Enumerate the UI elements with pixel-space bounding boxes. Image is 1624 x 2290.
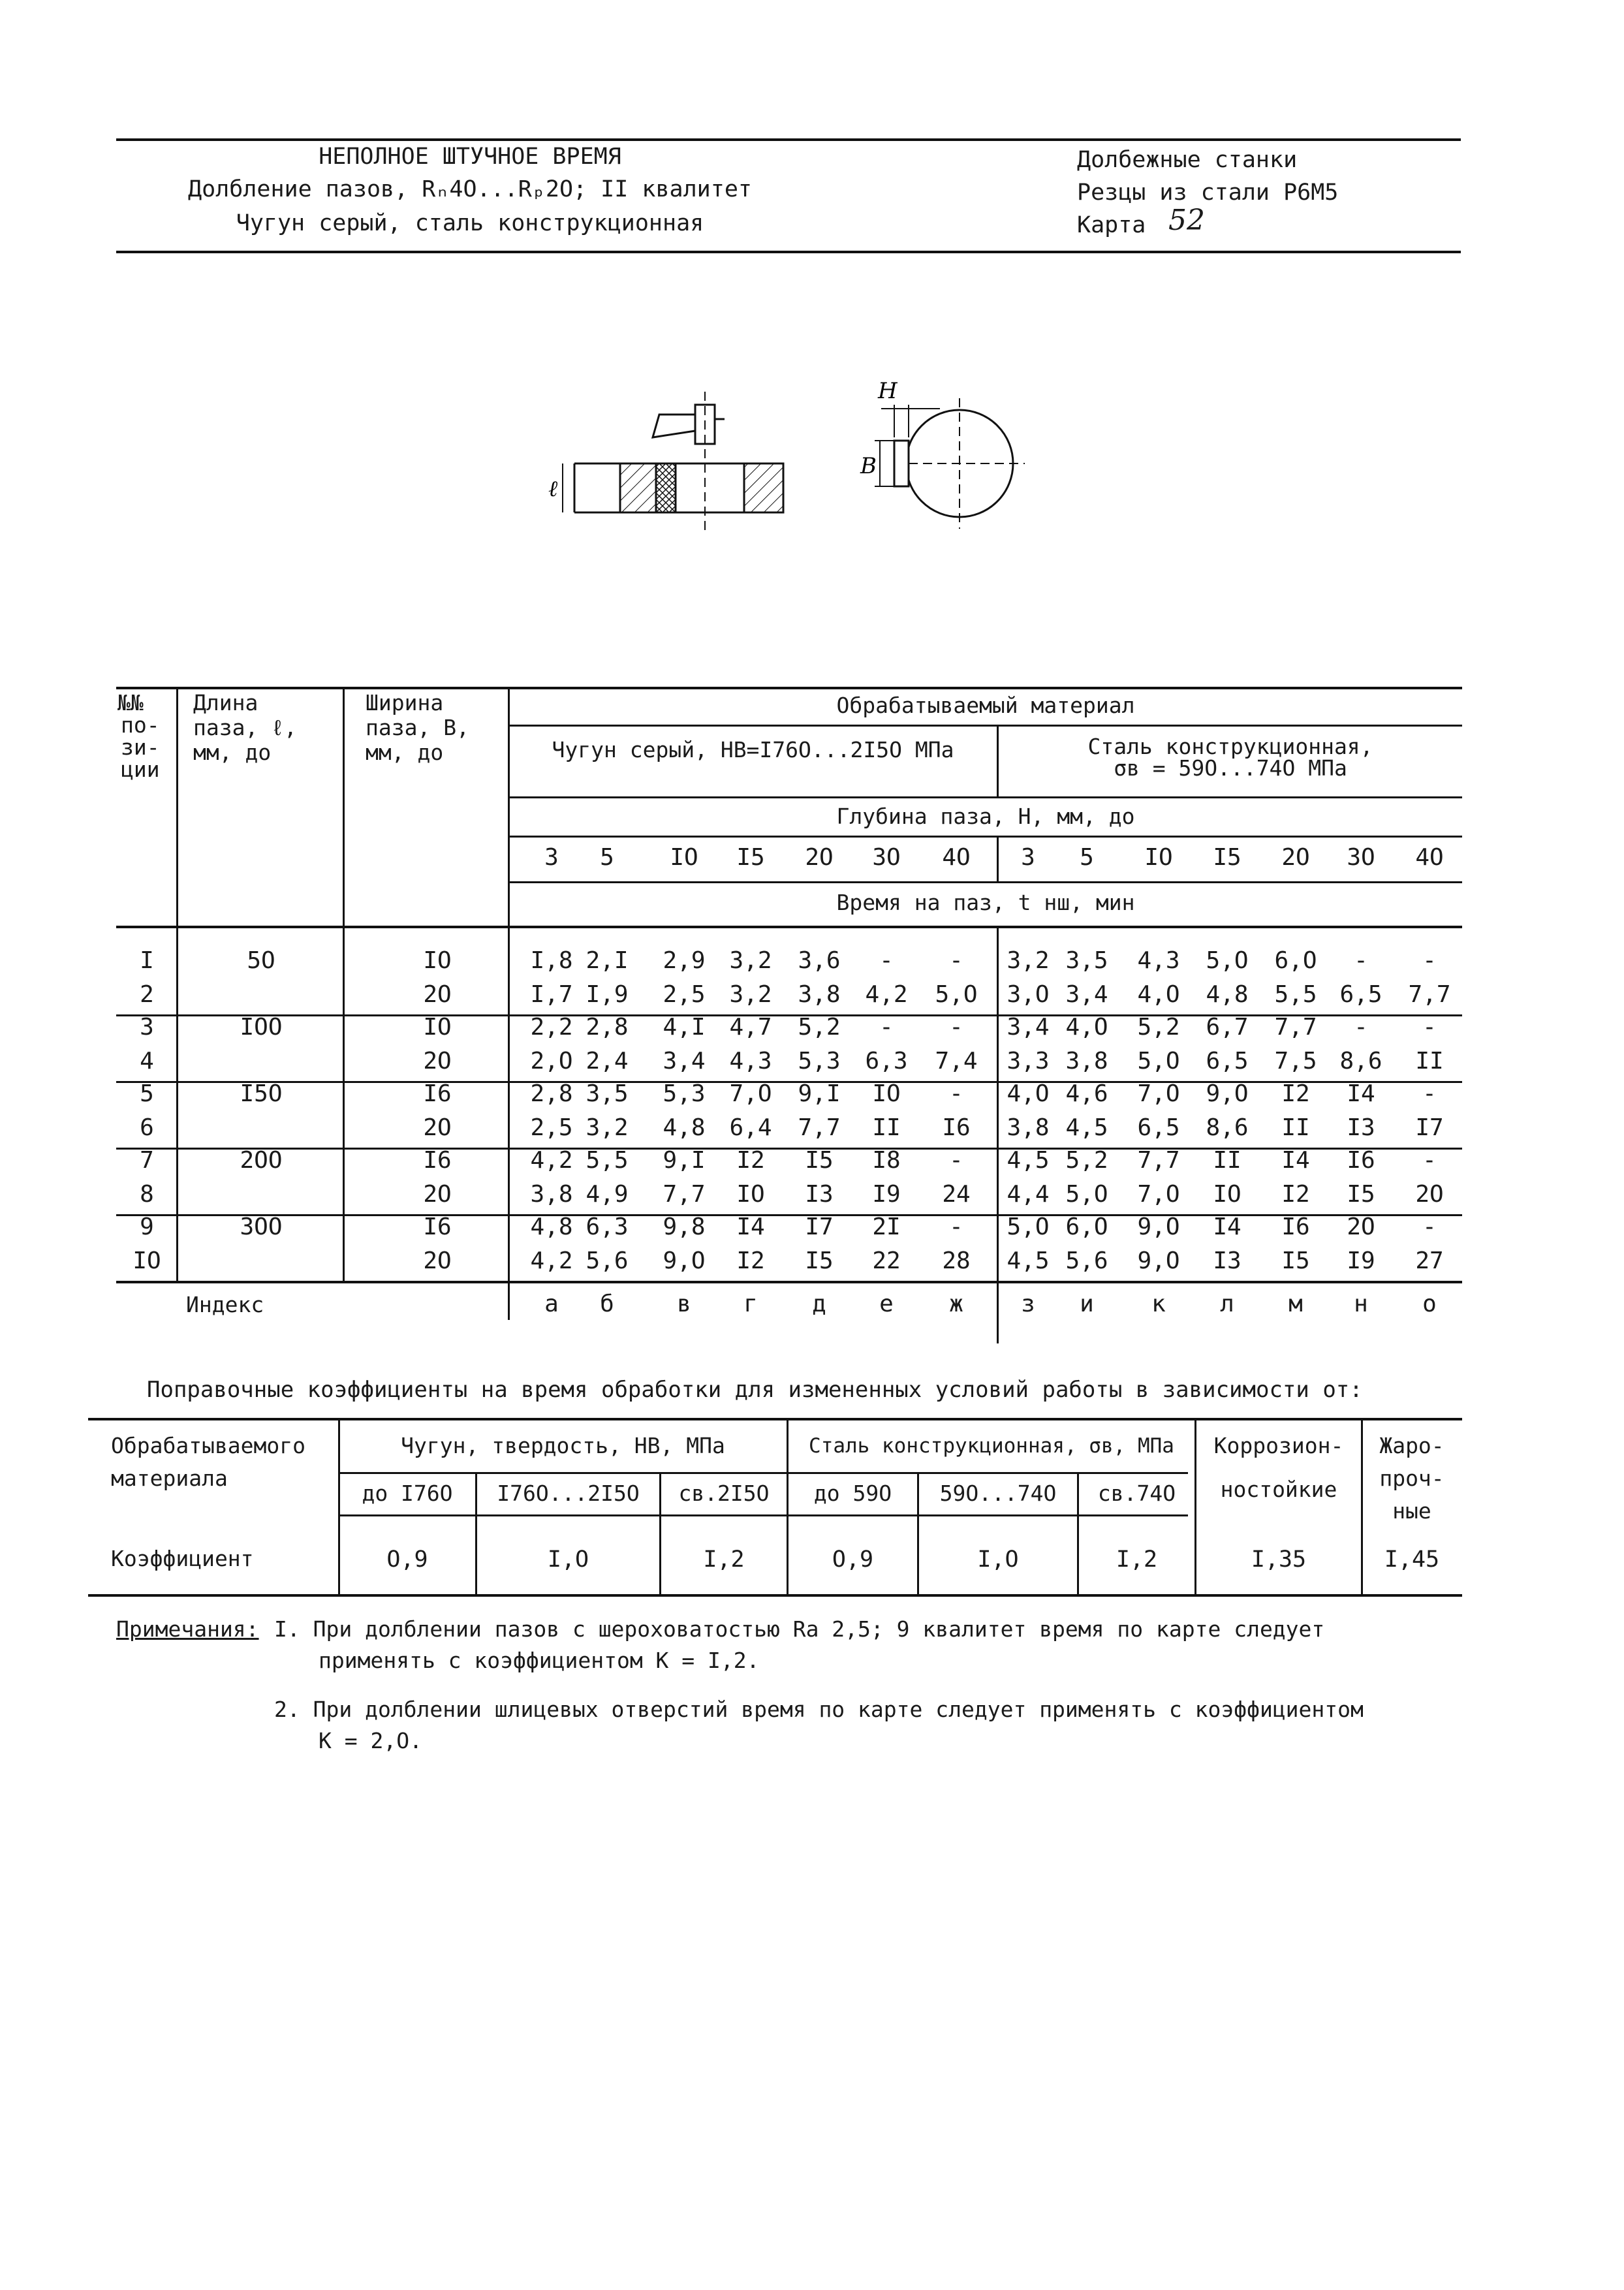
time-value: 3,O xyxy=(1007,981,1050,1008)
col-pos-line3: зи- xyxy=(121,734,160,760)
time-value: 5,3 xyxy=(663,1080,706,1107)
col-length-line2: паза, ℓ, xyxy=(193,715,297,740)
header-card-label: Карта xyxy=(1077,212,1146,238)
time-value: 5,O xyxy=(935,981,978,1008)
time-value: 7,O xyxy=(1137,1181,1180,1208)
sub-header-4: до 59O xyxy=(813,1481,892,1506)
time-value: II xyxy=(1213,1147,1241,1174)
time-value: 2,5 xyxy=(663,981,706,1008)
time-value: 3,5 xyxy=(586,1080,629,1107)
depth-value: 3O xyxy=(1347,844,1375,871)
col-pos-line2: по- xyxy=(121,712,160,738)
time-value: - xyxy=(949,1014,963,1041)
time-value: 5,O xyxy=(1206,947,1249,974)
time-value: I4 xyxy=(1347,1080,1375,1107)
time-value: 24 xyxy=(942,1181,971,1208)
index-letter: и xyxy=(1080,1291,1094,1317)
time-value: 6,O xyxy=(1065,1214,1108,1240)
time-header: Время на паз, t нш, мин xyxy=(836,890,1135,915)
coef-value: I,45 xyxy=(1384,1546,1440,1573)
time-value: 3,4 xyxy=(1065,981,1108,1008)
col-pos-line4: ции xyxy=(121,757,160,782)
time-value: 7,7 xyxy=(1274,1014,1317,1041)
time-value: 4,8 xyxy=(663,1114,706,1141)
time-value: I7 xyxy=(1415,1114,1444,1141)
notes-title: Примечания: xyxy=(116,1616,259,1642)
time-value: II xyxy=(1281,1114,1310,1141)
depth-value: I5 xyxy=(736,844,765,871)
depth-value: 5 xyxy=(600,844,614,871)
slot-width: I6 xyxy=(423,1147,452,1174)
time-value: 5,2 xyxy=(798,1014,841,1041)
time-value: 4,O xyxy=(1065,1014,1108,1041)
time-value: 6,5 xyxy=(1137,1114,1180,1141)
time-value: 2O xyxy=(1415,1181,1444,1208)
heat-line1: Жаро- xyxy=(1379,1433,1444,1458)
label-H: H xyxy=(878,378,898,404)
header-card-number: 52 xyxy=(1168,204,1205,237)
position-number: 6 xyxy=(140,1114,154,1141)
col-pos-line1: №№ xyxy=(117,690,144,715)
sub-header-3: св.2I5O xyxy=(678,1481,770,1506)
time-value: 7,7 xyxy=(663,1181,706,1208)
time-value: I,7 xyxy=(530,981,573,1008)
time-value: - xyxy=(1422,1080,1437,1107)
depth-value: 5 xyxy=(1080,844,1094,871)
label-l: ℓ xyxy=(548,476,558,502)
position-number: 8 xyxy=(140,1181,154,1208)
time-value: II xyxy=(1415,1048,1444,1074)
index-letter: д xyxy=(812,1291,826,1317)
time-value: I3 xyxy=(1213,1247,1241,1274)
index-letter: г xyxy=(743,1291,758,1317)
time-value: 4,O xyxy=(1137,981,1180,1008)
time-value: 9,O xyxy=(1137,1214,1180,1240)
header-materials: Чугун серый, сталь конструкционная xyxy=(236,210,704,236)
position-number: 9 xyxy=(140,1214,154,1240)
time-value: 7,7 xyxy=(1137,1147,1180,1174)
position-number: 3 xyxy=(140,1014,154,1041)
coef-label: Коэффициент xyxy=(111,1546,254,1571)
time-value: 7,O xyxy=(1137,1080,1180,1107)
time-value: 22 xyxy=(872,1247,901,1274)
time-value: 4,2 xyxy=(865,981,908,1008)
time-value: I5 xyxy=(1281,1247,1310,1274)
time-value: I5 xyxy=(805,1247,834,1274)
table-body-bottom-rule xyxy=(116,1281,1462,1283)
time-value: 9,O xyxy=(1137,1247,1180,1274)
sub-header-2: I76O...2I5O xyxy=(497,1481,640,1506)
label-B: B xyxy=(860,453,877,479)
coef-value: I,2 xyxy=(703,1546,745,1573)
time-value: 2,5 xyxy=(530,1114,573,1141)
time-value: 5,2 xyxy=(1137,1014,1180,1041)
note-1-line2: применять с коэффициентом К = I,2. xyxy=(319,1648,760,1673)
time-value: 5,5 xyxy=(586,1147,629,1174)
time-value: I,8 xyxy=(530,947,573,974)
depth-value: IO xyxy=(1144,844,1173,871)
time-value: 7,5 xyxy=(1274,1048,1317,1074)
time-value: 28 xyxy=(942,1247,971,1274)
time-value: 7,7 xyxy=(798,1114,841,1141)
time-value: 3,8 xyxy=(530,1181,573,1208)
depth-header: Глубина паза, Н, мм, до xyxy=(836,804,1135,829)
time-value: 3,2 xyxy=(1007,947,1050,974)
time-value: 2O xyxy=(1347,1214,1375,1240)
time-value: 3,6 xyxy=(798,947,841,974)
depth-value: 3O xyxy=(872,844,901,871)
depth-value: 3 xyxy=(544,844,559,871)
coef-value: O,9 xyxy=(386,1546,428,1573)
index-label: Индекс xyxy=(186,1292,264,1317)
slot-width: IO xyxy=(423,947,452,974)
position-number: 2 xyxy=(140,981,154,1008)
col-width-line2: паза, В, xyxy=(366,715,469,740)
header-bottom-rule xyxy=(116,251,1461,253)
col-width-line1: Ширина xyxy=(366,690,444,715)
time-value: 9,O xyxy=(663,1247,706,1274)
position-number: 5 xyxy=(140,1080,154,1107)
time-value: 6,O xyxy=(1274,947,1317,974)
time-value: 4,3 xyxy=(729,1048,772,1074)
index-letter: н xyxy=(1354,1291,1368,1317)
depth-value: 2O xyxy=(805,844,834,871)
header-operation: Долбление пазов, Rₙ4O...Rₚ2O; II квалитет xyxy=(188,176,752,202)
material-steel-line1: Сталь конструкционная, xyxy=(1087,734,1373,759)
time-value: 8,6 xyxy=(1339,1048,1382,1074)
time-value: 2,4 xyxy=(586,1048,629,1074)
time-value: 9,I xyxy=(663,1147,706,1174)
col-width-line3: мм, до xyxy=(366,740,444,765)
time-value: - xyxy=(1354,1014,1368,1041)
time-value: 5,6 xyxy=(586,1247,629,1274)
steel-strength-header: Сталь конструкционная, σв, МПа xyxy=(809,1434,1174,1458)
time-value: 3,8 xyxy=(1007,1114,1050,1141)
depth-value: IO xyxy=(670,844,698,871)
header-tool: Резцы из стали Р6М5 xyxy=(1077,180,1339,206)
index-letter: в xyxy=(677,1291,691,1317)
time-value: 4,I xyxy=(663,1014,706,1041)
time-value: I2 xyxy=(736,1147,765,1174)
depth-value: 4O xyxy=(1415,844,1444,871)
coef-value: O,9 xyxy=(832,1546,874,1573)
time-value: 8,6 xyxy=(1206,1114,1249,1141)
time-value: - xyxy=(1422,1014,1437,1041)
time-value: - xyxy=(1422,947,1437,974)
time-value: 4,O xyxy=(1007,1080,1050,1107)
time-value: 6,3 xyxy=(586,1214,629,1240)
header-top-rule xyxy=(116,138,1461,141)
note-2-line1: 2. При долблении шлицевых отверстий время по карте следует применять с коэффициентом xyxy=(274,1697,1364,1722)
table-top-rule xyxy=(116,687,1462,689)
coef-row-label-line1: Обрабатываемого xyxy=(111,1433,306,1458)
slot-width: 2O xyxy=(423,1048,452,1074)
material-header: Обрабатываемый материал xyxy=(836,693,1135,718)
correction-intro: Поправочные коэффициенты на время обработки для измененных условий работы в зависимости от: xyxy=(147,1377,1363,1403)
coef-value: I,35 xyxy=(1251,1546,1307,1573)
time-value: 3,2 xyxy=(729,947,772,974)
time-value: 5,O xyxy=(1007,1214,1050,1240)
time-value: - xyxy=(949,1147,963,1174)
time-value: 7,O xyxy=(729,1080,772,1107)
time-value: 2,2 xyxy=(530,1014,573,1041)
time-value: - xyxy=(949,1214,963,1240)
slot-length: 2OO xyxy=(240,1147,283,1174)
index-letter: б xyxy=(600,1291,614,1317)
sub-header-1: до I76O xyxy=(362,1481,453,1506)
heat-line3: ные xyxy=(1392,1498,1431,1524)
time-value: 3,8 xyxy=(798,981,841,1008)
sub-header-5: 59O...74O xyxy=(939,1481,1057,1506)
header-title: НЕПОЛНОЕ ШТУЧНОЕ ВРЕМЯ xyxy=(319,144,621,170)
time-value: I2 xyxy=(1281,1181,1310,1208)
position-number: 7 xyxy=(140,1147,154,1174)
note-1-line1: I. При долблении пазов с шероховатостью Ra 2,5; 9 квалитет время по карте следует xyxy=(274,1616,1325,1642)
time-value: 5,6 xyxy=(1065,1247,1108,1274)
coef-value: I,O xyxy=(547,1546,589,1573)
index-letter: о xyxy=(1422,1291,1437,1317)
time-value: 3,5 xyxy=(1065,947,1108,974)
time-value: 9,O xyxy=(1206,1080,1249,1107)
col-length-line3: мм, до xyxy=(193,740,272,765)
coef-bottom-rule xyxy=(88,1594,1462,1597)
corrosion-line1: Коррозион- xyxy=(1213,1433,1344,1458)
time-value: 4,4 xyxy=(1007,1181,1050,1208)
time-value: - xyxy=(1354,947,1368,974)
header-machine-type: Долбежные станки xyxy=(1077,147,1298,173)
time-value: 4,7 xyxy=(729,1014,772,1041)
time-value: 6,3 xyxy=(865,1048,908,1074)
table-head-rule xyxy=(116,926,1462,928)
col-length-line1: Длина xyxy=(193,690,258,715)
time-value: 4,2 xyxy=(530,1247,573,1274)
time-value: I6 xyxy=(942,1114,971,1141)
time-value: 4,3 xyxy=(1137,947,1180,974)
coef-value: I,O xyxy=(977,1546,1019,1573)
time-value: - xyxy=(949,1080,963,1107)
slot-width: 2O xyxy=(423,1181,452,1208)
position-number: I xyxy=(140,947,154,974)
time-value: 6,5 xyxy=(1206,1048,1249,1074)
slot-width: I6 xyxy=(423,1080,452,1107)
time-value: 27 xyxy=(1415,1247,1444,1274)
time-value: 2,O xyxy=(530,1048,573,1074)
time-value: I6 xyxy=(1347,1147,1375,1174)
time-value: - xyxy=(879,1014,894,1041)
slot-length: 3OO xyxy=(240,1214,283,1240)
time-value: 5,2 xyxy=(1065,1147,1108,1174)
material-steel-line2: σв = 59O...74O МПа xyxy=(1114,755,1347,781)
time-value: I4 xyxy=(1213,1214,1241,1240)
time-value: 2,8 xyxy=(586,1014,629,1041)
time-value: 4,9 xyxy=(586,1181,629,1208)
time-value: 3,2 xyxy=(729,981,772,1008)
time-value: 5,3 xyxy=(798,1048,841,1074)
time-value: - xyxy=(879,947,894,974)
time-value: 7,7 xyxy=(1408,981,1451,1008)
time-value: I9 xyxy=(872,1181,901,1208)
slot-length: IOO xyxy=(240,1014,283,1041)
position-number: IO xyxy=(133,1247,161,1274)
time-value: - xyxy=(1422,1147,1437,1174)
time-value: 7,4 xyxy=(935,1048,978,1074)
time-value: 2I xyxy=(872,1214,901,1240)
time-value: 5,O xyxy=(1065,1181,1108,1208)
time-value: 4,8 xyxy=(530,1214,573,1240)
time-value: 6,4 xyxy=(729,1114,772,1141)
time-value: II xyxy=(872,1114,901,1141)
time-value: 4,6 xyxy=(1065,1080,1108,1107)
time-value: 5,O xyxy=(1137,1048,1180,1074)
time-value: 2,9 xyxy=(663,947,706,974)
time-value: 9,I xyxy=(798,1080,841,1107)
time-value: 2,I xyxy=(586,947,629,974)
cast-iron-hardness-header: Чугун, твердость, НВ, МПа xyxy=(401,1433,725,1458)
index-letter: з xyxy=(1021,1291,1035,1317)
time-value: 6,5 xyxy=(1339,981,1382,1008)
index-letter: к xyxy=(1151,1291,1166,1317)
time-value: 3,2 xyxy=(586,1114,629,1141)
time-value: I4 xyxy=(736,1214,765,1240)
slot-length: 5O xyxy=(247,947,275,974)
time-value: 4,5 xyxy=(1065,1114,1108,1141)
material-cast-iron: Чугун серый, НВ=I76O...2I5O МПа xyxy=(552,737,954,762)
time-value: I9 xyxy=(1347,1247,1375,1274)
coef-value: I,2 xyxy=(1116,1546,1158,1573)
index-letter: а xyxy=(544,1291,559,1317)
coef-row-label-line2: материала xyxy=(111,1466,228,1491)
time-value: 9,8 xyxy=(663,1214,706,1240)
time-value: 4,2 xyxy=(530,1147,573,1174)
time-value: I8 xyxy=(872,1147,901,1174)
slot-width: 2O xyxy=(423,1247,452,1274)
time-value: I7 xyxy=(805,1214,834,1240)
depth-value: 3 xyxy=(1021,844,1035,871)
slot-length: I5O xyxy=(240,1080,283,1107)
bore-view xyxy=(875,398,1025,529)
index-letter: ж xyxy=(949,1291,963,1317)
time-value: 4,8 xyxy=(1206,981,1249,1008)
position-number: 4 xyxy=(140,1048,154,1074)
time-value: 3,3 xyxy=(1007,1048,1050,1074)
sub-header-6: св.74O xyxy=(1097,1481,1176,1506)
depth-value: 4O xyxy=(942,844,971,871)
time-value: IO xyxy=(736,1181,765,1208)
time-value: IO xyxy=(1213,1181,1241,1208)
time-value: - xyxy=(1422,1214,1437,1240)
time-value: I6 xyxy=(1281,1214,1310,1240)
time-value: I4 xyxy=(1281,1147,1310,1174)
time-value: I3 xyxy=(805,1181,834,1208)
heat-line2: проч- xyxy=(1379,1466,1444,1491)
workpiece-section xyxy=(574,392,783,535)
time-value: IO xyxy=(872,1080,901,1107)
time-value: 3,8 xyxy=(1065,1048,1108,1074)
slot-width: I6 xyxy=(423,1214,452,1240)
time-value: I5 xyxy=(1347,1181,1375,1208)
index-letter: е xyxy=(879,1291,894,1317)
time-value: 5,5 xyxy=(1274,981,1317,1008)
depth-value: I5 xyxy=(1213,844,1241,871)
note-2-line2: К = 2,O. xyxy=(319,1728,422,1753)
coef-top-rule xyxy=(88,1418,1462,1420)
time-value: I3 xyxy=(1347,1114,1375,1141)
time-value: I5 xyxy=(805,1147,834,1174)
time-value: I,9 xyxy=(586,981,629,1008)
slot-width: 2O xyxy=(423,1114,452,1141)
time-value: - xyxy=(949,947,963,974)
slot-width: 2O xyxy=(423,981,452,1008)
slotting-sketch xyxy=(548,366,1031,561)
index-letter: л xyxy=(1220,1291,1234,1317)
time-value: 6,7 xyxy=(1206,1014,1249,1041)
time-value: 3,4 xyxy=(663,1048,706,1074)
corrosion-line2: ностойкие xyxy=(1220,1477,1337,1502)
index-letter: м xyxy=(1288,1291,1303,1317)
time-value: I2 xyxy=(1281,1080,1310,1107)
time-value: 4,5 xyxy=(1007,1247,1050,1274)
time-value: 2,8 xyxy=(530,1080,573,1107)
time-value: I2 xyxy=(736,1247,765,1274)
slot-width: IO xyxy=(423,1014,452,1041)
depth-value: 2O xyxy=(1281,844,1310,871)
time-value: 3,4 xyxy=(1007,1014,1050,1041)
time-value: 4,5 xyxy=(1007,1147,1050,1174)
